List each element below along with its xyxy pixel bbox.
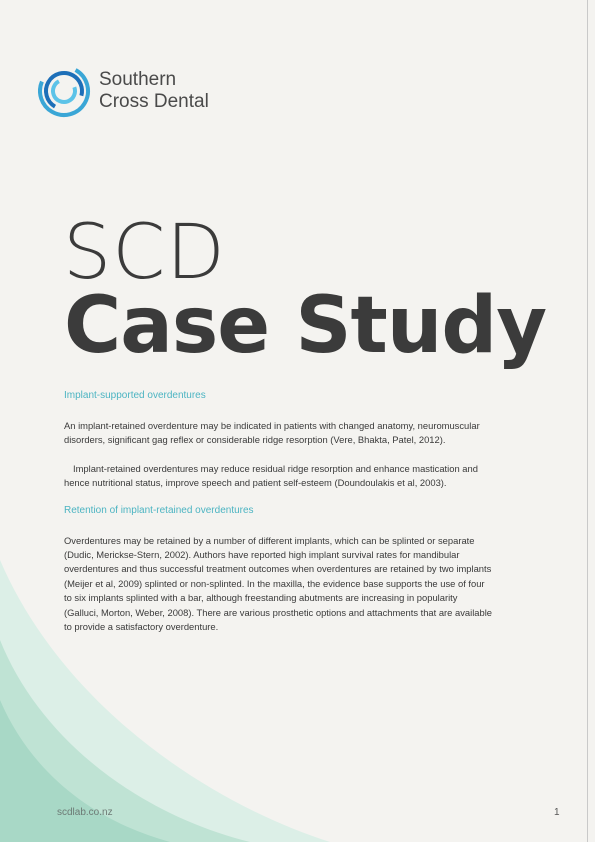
paragraph: An implant-retained overdenture may be indicated in patients with changed anatomy, neuromuscular disorders, significant gag reflex or considerable ridge resorption (Vere, Bhakta, Patel, 2012).	[64, 420, 480, 446]
section-retention	[64, 505, 494, 635]
southern-cross-logo-icon	[38, 62, 92, 120]
title-bold: Case Study	[64, 281, 547, 371]
page-number: 1	[554, 807, 560, 818]
brand-logo	[38, 62, 209, 120]
section-heading: Implant-supported overdentures	[64, 390, 206, 401]
brand-name-line1: Southern	[99, 69, 177, 90]
paragraph: Implant-retained overdentures may reduce residual ridge resorption and enhance mastication and hence nutritional status, improve speech and patient self-esteem (Doundoulakis et al, 2003).	[64, 462, 478, 489]
title-light: SCD	[63, 207, 226, 296]
section-heading: Retention of implant-retained overdentures	[64, 504, 254, 516]
footer-url: scdlab.co.nz	[57, 807, 113, 818]
page-edge	[587, 0, 595, 842]
paragraph: Overdentures may be retained by a number of different implants, which can be splinted or separate (Dudic, Merickse-Stern, 2002). Authors have reported high implant survival rates for mandibular overdentures and thus successful treatment outcomes when overdentures are retained by two implants (Meijer et al, 2009) splinted or non-splinted. In the maxilla, the evidence base supports the use of four to six implants splinted with a bar, although freestanding abutments are increasing in popularity (Galluci, Morton, Weber, 2008). There are various prosthetic options and attachments that are available to provide a satisfactory overdenture.	[64, 534, 493, 633]
article-body	[64, 390, 494, 648]
section-implant-supported	[64, 390, 494, 491]
brand-name-line2: Cross Dental	[99, 91, 209, 112]
